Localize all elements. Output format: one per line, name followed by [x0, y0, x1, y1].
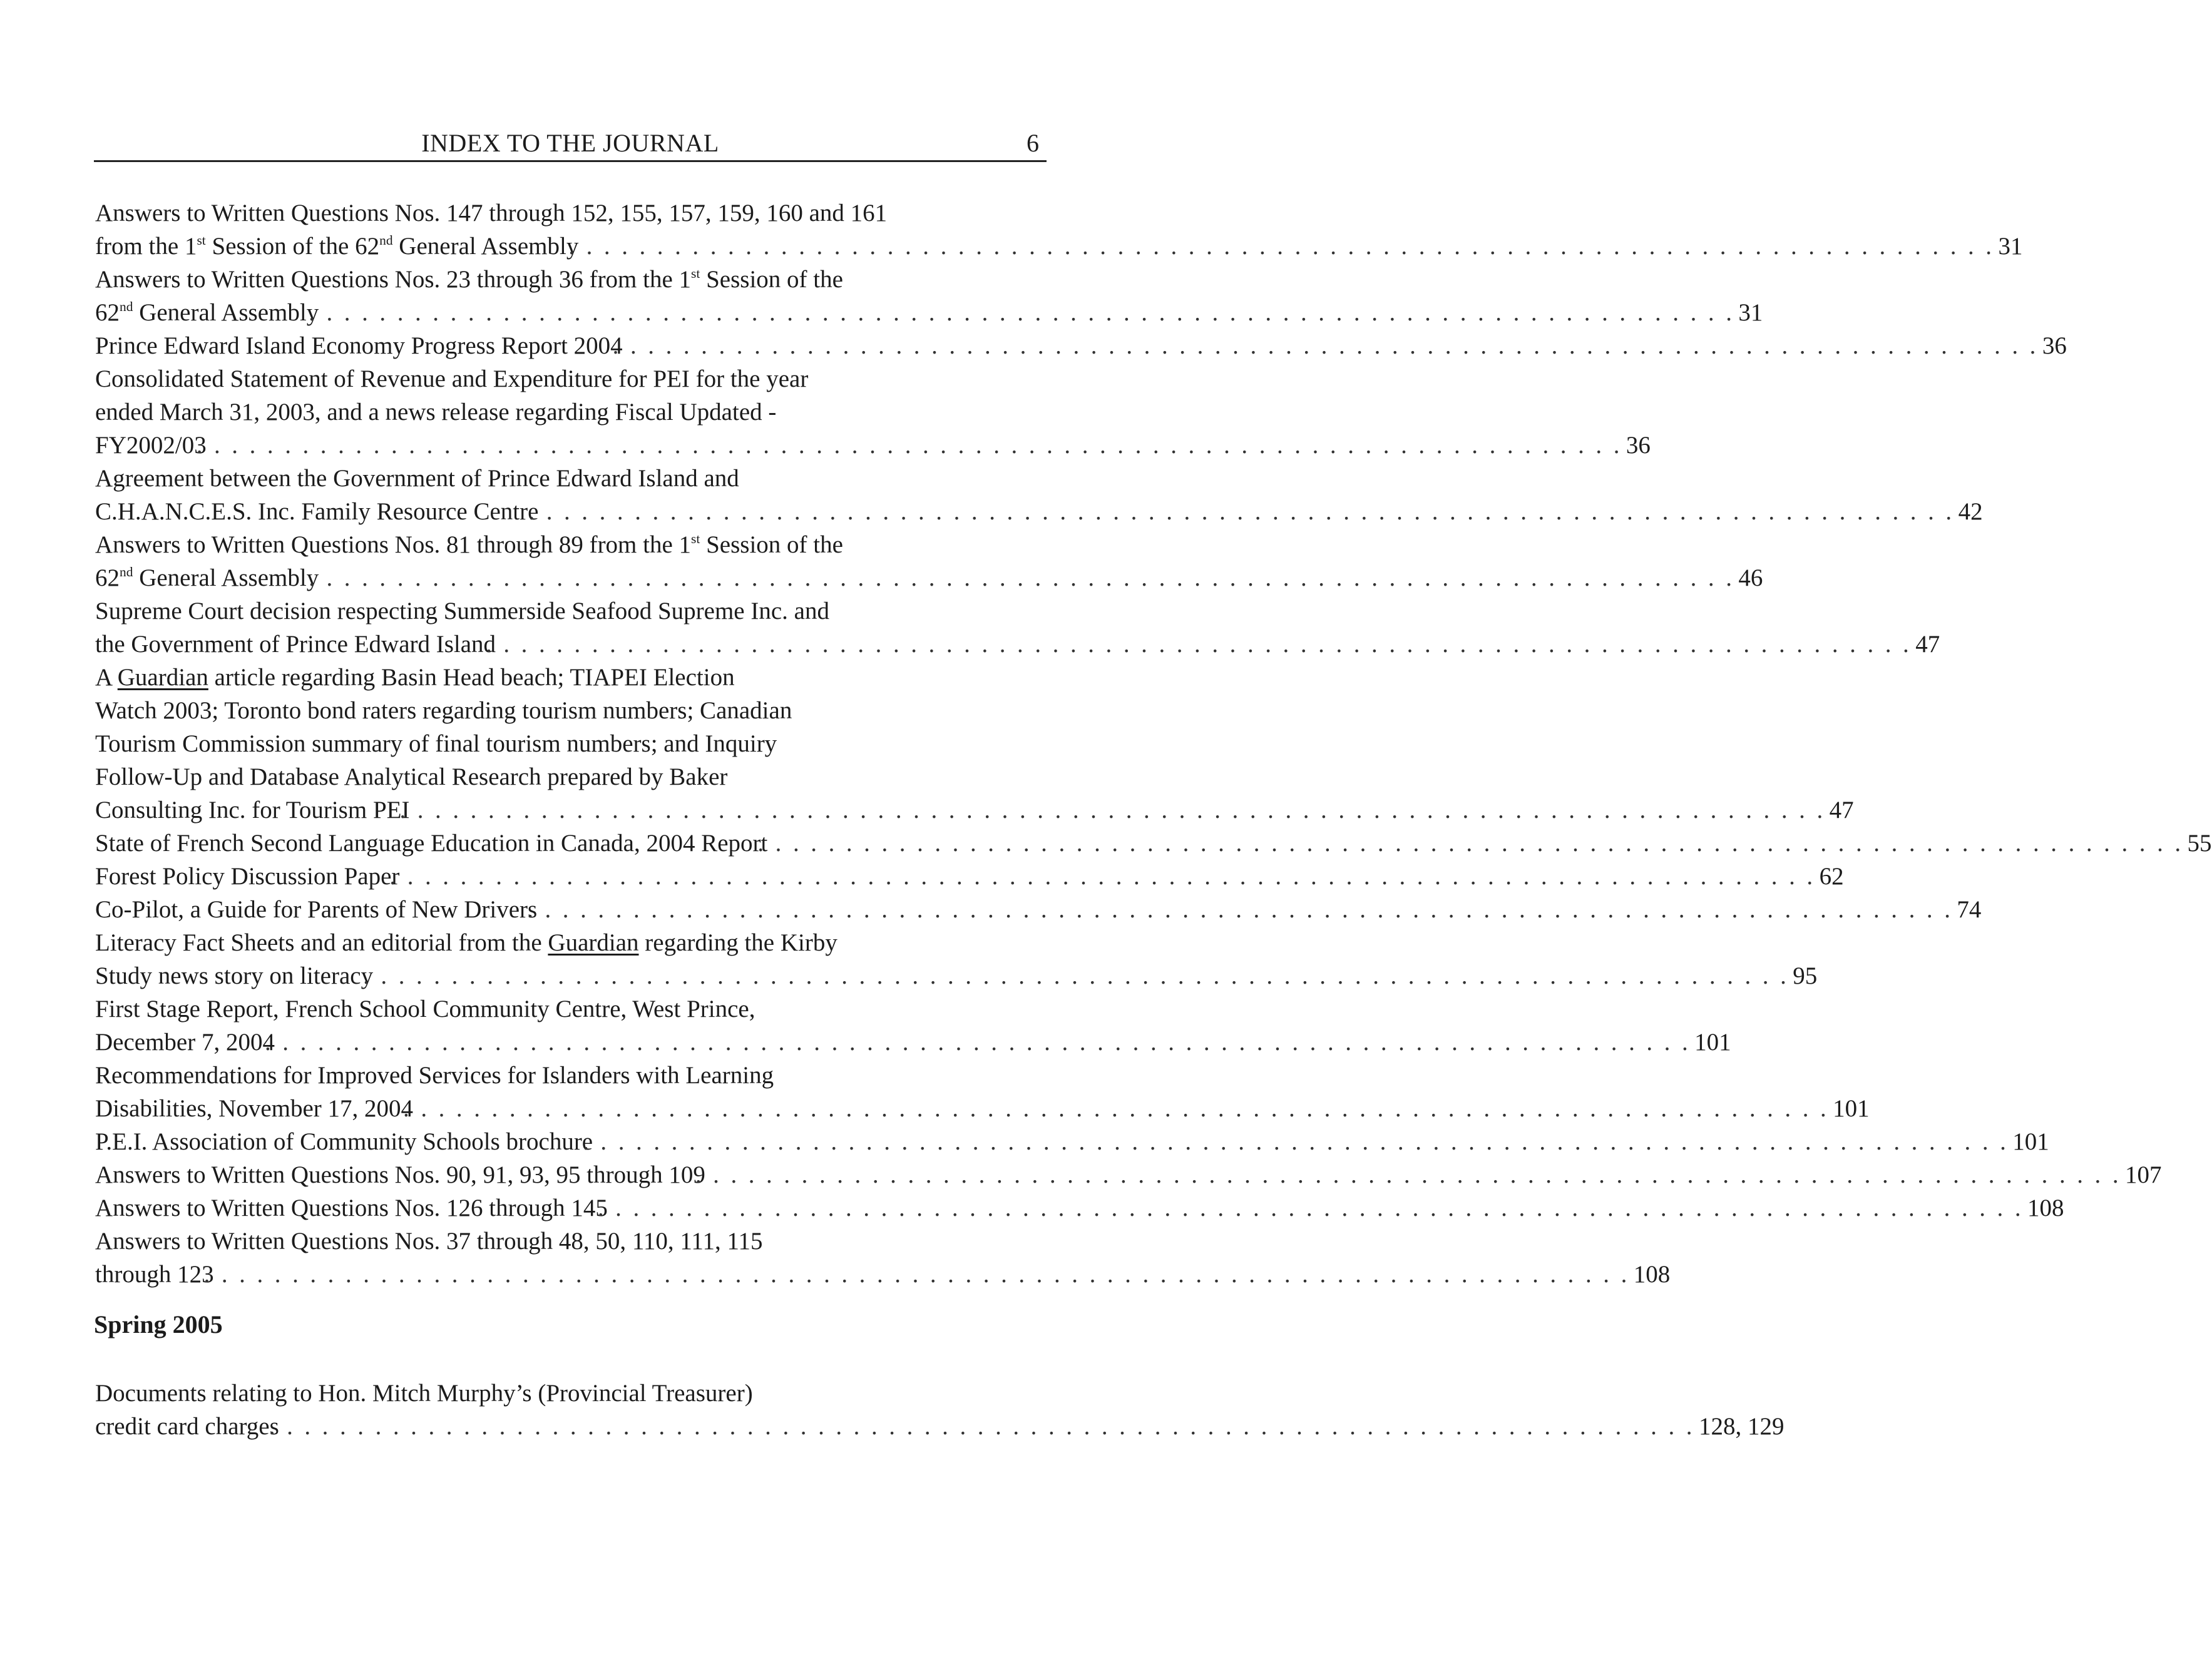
page-reference: 36: [1626, 432, 1651, 459]
entry-text: First Stage Report, French School Community Centre, West Prince,: [95, 996, 755, 1022]
dot-leader: . . . . . . . . . . . . . . . . . . . . . . . . . . . . . . . . . . . . . . . . . . . . . . . . . . . . . . . . . . . . . . . . . . . . . . . . . . . . . . . . .: [264, 1029, 1691, 1056]
index-entry: [95, 196, 2023, 263]
index-entry: [95, 329, 2067, 362]
entry-last-line: [95, 230, 2023, 263]
entry-line: [95, 926, 1042, 959]
entry-title-end: [95, 959, 374, 992]
entry-text: Consulting Inc. for Tourism PEI: [95, 797, 410, 823]
entry-last-line: [95, 1092, 1870, 1125]
entry-text: 62: [95, 299, 120, 326]
entry-last-line: [95, 296, 1763, 329]
entry-title-end: [95, 329, 623, 362]
entry-text: Agreement between the Government of Prince Edward Island and: [95, 465, 739, 492]
entry-text: Tourism Commission summary of final tourism numbers; and Inquiry: [95, 730, 777, 757]
entry-text: ended March 31, 2003, and a news release regarding Fiscal Updated -: [95, 399, 777, 426]
dot-leader: . . . . . . . . . . . . . . . . . . . . . . . . . . . . . . . . . . . . . . . . . . . . . . . . . . . . . . . . . . . . . . . . . . . . . . . . . . . . . . . . .: [695, 1161, 2121, 1188]
entry-text: regarding the Kirby: [638, 929, 837, 956]
entry-line: [95, 661, 1042, 694]
entry-text: December 7, 2004: [95, 1029, 275, 1056]
entry-title-end: [95, 1092, 414, 1125]
entry-line: [95, 1377, 1042, 1410]
entry-title-end: [95, 628, 496, 661]
entry-text: General Assembly: [392, 233, 579, 260]
dot-leader: . . . . . . . . . . . . . . . . . . . . . . . . . . . . . . . . . . . . . . . . . . . . . . . . . . . . . . . . . . . . . . . . . . . . . . . . . . . . . . . . .: [389, 863, 1816, 890]
page-reference: 95: [1793, 962, 1818, 989]
entry-line: [95, 263, 1042, 296]
page-reference: 36: [2042, 332, 2067, 359]
entry-last-line: [95, 561, 1763, 594]
ordinal-suffix: nd: [120, 564, 133, 579]
dot-leader: . . . . . . . . . . . . . . . . . . . . . . . . . . . . . . . . . . . . . . . . . . . . . . . . . . . . . . . . . . . . . . . . . . . . . . . . . . . . . . . . .: [309, 299, 1735, 326]
entry-text: C.H.A.N.C.E.S. Inc. Family Resource Centre: [95, 498, 539, 525]
page-reference: 47: [1829, 797, 1854, 823]
entry-line: [95, 462, 1042, 495]
entry-line: [95, 1225, 1042, 1258]
dot-leader: . . . . . . . . . . . . . . . . . . . . . . . . . . . . . . . . . . . . . . . . . . . . . . . . . . . . . . . . . . . . . . . . . . . . . . . . . . . . . . . . .: [403, 1095, 1830, 1122]
entry-last-line: [95, 495, 1983, 528]
entry-title-end: [95, 1258, 214, 1291]
entry-text: General Assembly: [133, 564, 319, 591]
entry-line: [95, 362, 1042, 395]
index-entry: [95, 1125, 2049, 1158]
page-reference: 108: [1633, 1261, 1671, 1288]
entry-text: Prince Edward Island Economy Progress Report 2004: [95, 332, 623, 359]
entry-text: Session of the: [700, 531, 843, 558]
entry-title-end: [95, 230, 579, 263]
dot-leader: . . . . . . . . . . . . . . . . . . . . . . . . . . . . . . . . . . . . . . . . . . . . . . . . . . . . . . . . . . . . . . . . . . . . . . . . . . . . . . . . .: [757, 830, 2184, 857]
entry-text: the Government of Prince Edward Island: [95, 631, 496, 658]
page-reference: 101: [1833, 1095, 1870, 1122]
entry-title-end: [95, 561, 319, 594]
page-reference: 74: [1957, 896, 1982, 923]
entry-last-line: [95, 1191, 2064, 1225]
entry-text: from the 1: [95, 233, 197, 260]
entry-text: FY2002/03: [95, 432, 207, 459]
dot-leader: . . . . . . . . . . . . . . . . . . . . . . . . . . . . . . . . . . . . . . . . . . . . . . . . . . . . . . . . . . . . . . . . . . . . . . . . . . . . . . . . .: [583, 1128, 2009, 1155]
page-number: 6: [1027, 129, 1039, 157]
dot-leader: . . . . . . . . . . . . . . . . . . . . . . . . . . . . . . . . . . . . . . . . . . . . . . . . . . . . . . . . . . . . . . . . . . . . . . . . . . . . . . . . .: [309, 564, 1735, 591]
entry-last-line: [95, 329, 2067, 362]
entry-line: [95, 1059, 1042, 1092]
entry-text: Answers to Written Questions Nos. 37 through 48, 50, 110, 111, 115: [95, 1228, 763, 1255]
entry-text: Study news story on literacy: [95, 962, 374, 989]
entry-text: Literacy Fact Sheets and an editorial from the: [95, 929, 548, 956]
page-reference: 46: [1738, 564, 1763, 591]
dot-leader: . . . . . . . . . . . . . . . . . . . . . . . . . . . . . . . . . . . . . . . . . . . . . . . . . . . . . . . . . . . . . . . . . . . . . . . . . . . . . . . . .: [399, 797, 1826, 823]
page-reference: 31: [1738, 299, 1763, 326]
page-reference: 55: [2187, 830, 2212, 857]
index-entry: [95, 992, 1731, 1059]
entry-last-line: [95, 1410, 1784, 1443]
dot-leader: . . . . . . . . . . . . . . . . . . . . . . . . . . . . . . . . . . . . . . . . . . . . . . . . . . . . . . . . . . . . . . . . . . . . . . . . . . . . . . . . .: [363, 962, 1790, 989]
entry-last-line: [95, 1026, 1731, 1059]
entry-line: [95, 760, 1042, 793]
dot-leader: . . . . . . . . . . . . . . . . . . . . . . . . . . . . . . . . . . . . . . . . . . . . . . . . . . . . . . . . . . . . . . . . . . . . . . . . . . . . . . . . .: [528, 498, 1955, 525]
index-entry: [95, 1191, 2064, 1225]
page-reference: 101: [1694, 1029, 1731, 1056]
entry-line: [95, 992, 1042, 1026]
entry-line: [95, 196, 1042, 230]
dot-leader: . . . . . . . . . . . . . . . . . . . . . . . . . . . . . . . . . . . . . . . . . . . . . . . . . . . . . . . . . . . . . . . . . . . . . . . . . . . . . . . . .: [196, 432, 1622, 459]
entry-title-end: [95, 1158, 705, 1191]
entry-text: P.E.I. Association of Community Schools brochure: [95, 1128, 593, 1155]
ordinal-suffix: st: [691, 531, 700, 546]
index-entry: [95, 893, 1982, 926]
entry-text: through 123: [95, 1261, 214, 1288]
entry-title-end: [95, 860, 400, 893]
entry-title-end: [95, 429, 207, 462]
page-header: [94, 126, 1047, 162]
entry-title-end: [95, 793, 410, 827]
index-list: [95, 196, 2212, 1291]
publication-title: Guardian: [548, 929, 639, 956]
entry-title-end: [95, 1125, 593, 1158]
dot-leader: . . . . . . . . . . . . . . . . . . . . . . . . . . . . . . . . . . . . . . . . . . . . . . . . . . . . . . . . . . . . . . . . . . . . . . . . . . . . . . . . .: [486, 631, 1912, 658]
section-heading: Spring 2005: [94, 1310, 223, 1338]
entry-text: Consolidated Statement of Revenue and Expenditure for PEI for the year: [95, 365, 809, 392]
entry-text: Disabilities, November 17, 2004: [95, 1095, 414, 1122]
entry-last-line: [95, 1125, 2049, 1158]
entry-title-end: [95, 1410, 279, 1443]
entry-text: Answers to Written Questions Nos. 126 through 145: [95, 1195, 608, 1221]
entry-text: credit card charges: [95, 1413, 279, 1440]
entry-text: Forest Policy Discussion Paper: [95, 863, 400, 890]
entry-text: Answers to Written Questions Nos. 90, 91, 93, 95 through 109: [95, 1161, 705, 1188]
dot-leader: . . . . . . . . . . . . . . . . . . . . . . . . . . . . . . . . . . . . . . . . . . . . . . . . . . . . . . . . . . . . . . . . . . . . . . . . . . . . . . . . .: [527, 896, 1953, 923]
dot-leader: . . . . . . . . . . . . . . . . . . . . . . . . . . . . . . . . . . . . . . . . . . . . . . . . . . . . . . . . . . . . . . . . . . . . . . . . . . . . . . . . .: [203, 1261, 1630, 1288]
entry-text: Session of the 62: [205, 233, 380, 260]
entry-text: article regarding Basin Head beach; TIAPEI Election: [208, 664, 735, 691]
index-entry: [95, 362, 1651, 462]
entry-last-line: [95, 628, 1940, 661]
index-entry: [95, 1059, 1870, 1125]
entry-text: Recommendations for Improved Services for Islanders with Learning: [95, 1062, 774, 1089]
entry-title-end: [95, 1191, 608, 1225]
page-title: INDEX TO THE JOURNAL: [421, 129, 719, 157]
entry-last-line: [95, 793, 1854, 827]
entry-title-end: [95, 296, 319, 329]
entry-text: Answers to Written Questions Nos. 81 through 89 from the 1: [95, 531, 692, 558]
section-index-list: [95, 1377, 1784, 1443]
entry-text: Session of the: [700, 266, 843, 293]
entry-last-line: [95, 827, 2212, 860]
index-entry: [95, 926, 1818, 992]
page-reference: 42: [1958, 498, 1983, 525]
ordinal-suffix: st: [691, 266, 700, 281]
entry-line: [95, 694, 1042, 727]
index-entry: [95, 1225, 1671, 1291]
entry-line: [95, 395, 1042, 429]
entry-line: [95, 594, 1042, 628]
entry-text: Co-Pilot, a Guide for Parents of New Drivers: [95, 896, 538, 923]
page-reference: 107: [2125, 1161, 2162, 1188]
entry-last-line: [95, 959, 1818, 992]
ordinal-suffix: st: [197, 233, 206, 248]
entry-text: 62: [95, 564, 120, 591]
entry-text: Answers to Written Questions Nos. 23 through 36 from the 1: [95, 266, 692, 293]
entry-last-line: [95, 1158, 2162, 1191]
index-entry: [95, 594, 1940, 661]
entry-last-line: [95, 1258, 1671, 1291]
entry-text: General Assembly: [133, 299, 319, 326]
entry-title-end: [95, 827, 768, 860]
index-entry: [95, 263, 1763, 329]
entry-line: [95, 528, 1042, 561]
index-entry: [95, 1158, 2162, 1191]
page-reference: 47: [1915, 631, 1940, 658]
page-reference: 128, 129: [1698, 1413, 1784, 1440]
index-entry: [95, 860, 1844, 893]
entry-text: Follow-Up and Database Analytical Research prepared by Baker: [95, 763, 728, 790]
page-reference: 62: [1819, 863, 1844, 890]
ordinal-suffix: nd: [379, 233, 393, 248]
entry-text: A: [95, 664, 118, 691]
entry-title-end: [95, 1026, 275, 1059]
dot-leader: . . . . . . . . . . . . . . . . . . . . . . . . . . . . . . . . . . . . . . . . . . . . . . . . . . . . . . . . . . . . . . . . . . . . . . . . . . . . . . . . .: [568, 233, 1995, 260]
index-entry: [95, 661, 1854, 827]
entry-text: Supreme Court decision respecting Summerside Seafood Supreme Inc. and: [95, 598, 829, 624]
entry-text: Documents relating to Hon. Mitch Murphy’s (Provincial Treasurer): [95, 1380, 753, 1407]
page-reference: 31: [1998, 233, 2023, 260]
index-entry: [95, 462, 1983, 528]
entry-last-line: [95, 893, 1982, 926]
page-reference: 101: [2012, 1128, 2049, 1155]
publication-title: Guardian: [117, 664, 208, 691]
index-entry: [95, 528, 1763, 594]
entry-last-line: [95, 860, 1844, 893]
entry-text: State of French Second Language Education in Canada, 2004 Report: [95, 830, 768, 857]
page-reference: 108: [2027, 1195, 2064, 1221]
entry-title-end: [95, 893, 538, 926]
entry-text: Watch 2003; Toronto bond raters regarding tourism numbers; Canadian: [95, 697, 792, 724]
dot-leader: . . . . . . . . . . . . . . . . . . . . . . . . . . . . . . . . . . . . . . . . . . . . . . . . . . . . . . . . . . . . . . . . . . . . . . . . . . . . . . . . .: [269, 1413, 1695, 1440]
dot-leader: . . . . . . . . . . . . . . . . . . . . . . . . . . . . . . . . . . . . . . . . . . . . . . . . . . . . . . . . . . . . . . . . . . . . . . . . . . . . . . . . .: [597, 1195, 2024, 1221]
ordinal-suffix: nd: [120, 299, 133, 314]
entry-last-line: [95, 429, 1651, 462]
dot-leader: . . . . . . . . . . . . . . . . . . . . . . . . . . . . . . . . . . . . . . . . . . . . . . . . . . . . . . . . . . . . . . . . . . . . . . . . . . . . . . . . .: [612, 332, 2039, 359]
entry-line: [95, 727, 1042, 760]
index-entry: [95, 827, 2212, 860]
entry-title-end: [95, 495, 539, 528]
entry-text: Answers to Written Questions Nos. 147 through 152, 155, 157, 159, 160 and 161: [95, 200, 888, 227]
index-entry: [95, 1377, 1784, 1443]
